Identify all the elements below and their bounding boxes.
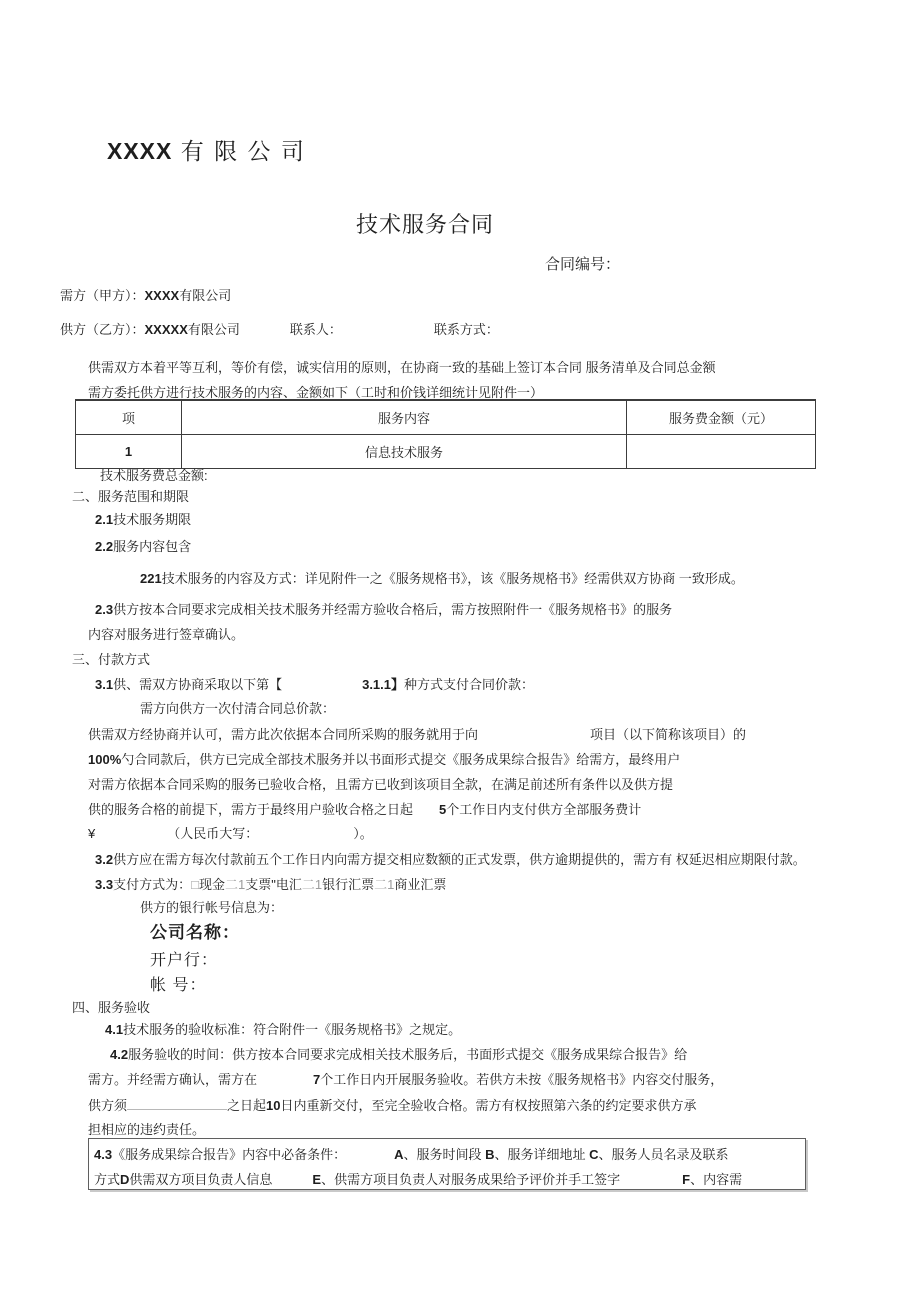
pay-once-line: 需方向供方一次付清合同总价款：	[140, 701, 336, 716]
party-a-suffix: 有限公司	[179, 288, 232, 303]
clause-4-2-line-3-pre: 供方须	[88, 1098, 128, 1113]
requirement-a-text: 、服务时间段	[403, 1147, 486, 1162]
clause-2-2-text: 服务内容包含	[113, 539, 192, 554]
table-header-content: 服务内容	[182, 400, 627, 435]
requirement-e-letter: E	[312, 1172, 322, 1187]
clause-4-2-line-2-post: 个工作日内开展服务验收。若供方未按《服务规格书》内容交付服务，	[320, 1072, 724, 1087]
payment-paragraph-2-text: 勺合同款后，供方已完成全部技术服务并以书面形式提交《服务成果综合报告》给需方，最终用户	[121, 752, 681, 767]
contact-method-label: 联系方式：	[433, 322, 499, 337]
payment-paragraph-4	[88, 802, 641, 818]
clause-3-1	[95, 677, 534, 693]
clause-3-3	[95, 877, 446, 893]
payment-option-cash: 现金	[198, 877, 225, 892]
payment-paragraph-1-pre: 供需双方经协商并认可，需方此次依据本合同所采购的服务就用于向	[88, 727, 479, 742]
payment-paragraph-3: 对需方依据本合同采购的服务已验收合格，且需方已收到该项目全款，在满足前述所有条件以及供方提	[88, 777, 674, 792]
payment-method-label: 支付方式为：	[113, 877, 192, 892]
table-cell-fee	[627, 435, 816, 469]
party-b-label: 供方（乙方）：	[60, 322, 145, 337]
clause-4-2-number: 4.2	[110, 1047, 129, 1062]
clause-2-3-text: 供方按本合同要求完成相关技术服务并经需方验收合格后，需方按照附件一《服务规格书》的服务	[113, 602, 673, 617]
clause-4-2-line-3-mid: 之日起	[227, 1098, 267, 1113]
currency-symbol: ¥	[88, 826, 96, 841]
document-title: 技术服务合同	[356, 212, 495, 237]
party-a-line	[60, 288, 231, 304]
party-b-line	[60, 322, 499, 338]
clause-3-1-pre: 供、需双方协商采取以下第【	[113, 677, 283, 692]
payment-option-wire: 电汇	[275, 877, 302, 892]
section-2-heading: 二、服务范围和期限	[72, 489, 190, 504]
requirement-b-letter: B	[485, 1147, 495, 1162]
party-b-name: XXXXX	[144, 322, 188, 337]
clause-4-3-line-2-pre: 方式	[94, 1172, 121, 1187]
clause-3-3-number: 3.3	[95, 877, 114, 892]
clause-2-2-1-text: 技术服务的内容及方式：详见附件一之《服务规格书》，该《服务规格书》经需供双方协商 一致形成。	[161, 571, 744, 586]
payment-percent: 100%	[88, 752, 122, 767]
service-table	[75, 399, 816, 469]
intro-paragraph-1: 供需双方本着平等互利，等价有偿，诚实信用的原则，在协商一致的基础上签订本合同 服务清单及合同总金额	[88, 360, 716, 375]
requirement-c-text: 、服务人员名录及联系	[598, 1147, 729, 1162]
clause-2-2-number: 2.2	[95, 539, 114, 554]
company-name-x: XXXX	[107, 138, 173, 164]
payment-paragraph-2	[88, 752, 680, 768]
checkbox-sep-1: 二1	[224, 877, 246, 892]
clause-2-1-number: 2.1	[95, 512, 114, 527]
clause-2-3-number: 2.3	[95, 602, 114, 617]
clause-4-2-line-2	[88, 1072, 723, 1088]
redelivery-days-number: 10	[266, 1098, 281, 1113]
acceptance-days-number: 7	[313, 1072, 321, 1087]
company-name-rest: 有 限 公 司	[172, 138, 306, 164]
clause-4-3-box	[88, 1138, 806, 1190]
clause-4-2	[110, 1047, 687, 1063]
clause-2-1	[95, 512, 191, 528]
clause-4-2-line-2-pre: 需方。并经需方确认，需方在	[88, 1072, 258, 1087]
fill-in-blank-underline	[127, 1097, 227, 1110]
clause-3-2-text: 供方应在需方每次付款前五个工作日内向需方提交相应数额的正式发票，供方逾期提供的，需方有 权延迟相应期限付款。	[113, 852, 806, 867]
clause-3-2	[95, 852, 806, 868]
service-fee-total-label: 技术服务费总金额:	[100, 468, 208, 483]
clause-4-3-number: 4.3	[94, 1147, 113, 1162]
clause-3-1-number: 3.1	[95, 677, 114, 692]
bank-info-intro: 供方的银行帐号信息为：	[140, 900, 284, 915]
requirement-c-letter: C	[589, 1147, 599, 1162]
requirement-a-letter: A	[394, 1147, 404, 1162]
contact-label: 联系人：	[289, 322, 342, 337]
company-name	[107, 137, 306, 166]
payment-paragraph-1-post: 项目（以下简称该项目）的	[590, 727, 747, 742]
table-row	[76, 435, 816, 469]
contract-number-label: 合同编号：	[545, 256, 621, 273]
bank-account-label: 帐 号：	[150, 977, 207, 994]
payment-option-cheque: 支票"	[245, 877, 276, 892]
requirement-d-text: 供需双方项目负责人信息	[129, 1172, 273, 1187]
intro-paragraph-2: 需方委托供方进行技术服务的内容、金额如下（工时和价钱详细统计见附件一）	[88, 385, 544, 400]
table-cell-item-no: 1	[76, 435, 182, 469]
clause-4-3-line-2	[94, 1173, 742, 1186]
clause-2-3	[95, 602, 672, 618]
section-3-heading: 三、付款方式	[72, 652, 151, 667]
clause-4-1	[105, 1022, 461, 1038]
bank-company-name-label: 公司名称：	[150, 923, 240, 942]
clause-4-2-text: 服务验收的时间：供方按本合同要求完成相关技术服务后，书面形式提交《服务成果综合报告》给	[128, 1047, 688, 1062]
clause-3-1-ref: 3.1.1】	[362, 677, 405, 692]
section-4-heading: 四、服务验收	[72, 1000, 151, 1015]
payment-paragraph-4-pre: 供的服务合格的前提下，需方于最终用户验收合格之日起	[88, 802, 414, 817]
requirement-f-text: 、内容需	[690, 1172, 743, 1187]
clause-3-2-number: 3.2	[95, 852, 114, 867]
clause-2-2-1-number: 221	[140, 571, 162, 586]
table-cell-service-content: 信息技术服务	[182, 435, 627, 469]
requirement-d-letter: D	[120, 1172, 130, 1187]
clause-2-2	[95, 539, 191, 555]
clause-4-2-line-3	[88, 1097, 697, 1114]
table-header-item: 项	[76, 400, 182, 435]
payment-option-bank-draft: 银行汇票	[322, 877, 375, 892]
clause-2-2-1	[140, 571, 744, 587]
party-a-label: 需方（甲方）：	[60, 288, 145, 303]
clause-2-1-text: 技术服务期限	[113, 512, 192, 527]
clause-4-3-label: 《服务成果综合报告》内容中必备条件：	[112, 1147, 347, 1162]
table-header-fee: 服务费金额（元）	[627, 400, 816, 435]
requirement-b-text: 、服务详细地址	[494, 1147, 590, 1162]
clause-4-1-text: 技术服务的验收标准：符合附件一《服务规格书》之规定。	[123, 1022, 462, 1037]
amount-line	[88, 826, 373, 842]
party-b-suffix: 有限公司	[187, 322, 240, 337]
amount-line-close: ）。	[353, 826, 373, 841]
clause-3-1-post: 种方式支付合同价款：	[404, 677, 535, 692]
party-a-name: XXXX	[144, 288, 180, 303]
payment-paragraph-1	[88, 727, 746, 743]
payment-option-commercial-draft: 商业汇票	[394, 877, 447, 892]
amount-in-words-label: （人民币大写：	[167, 826, 259, 841]
requirement-f-letter: F	[682, 1172, 691, 1187]
requirement-e-text: 、供需方项目负责人对服务成果给予评价并手工签字	[321, 1172, 621, 1187]
clause-4-2-line-4: 担相应的违约责任。	[88, 1122, 206, 1137]
checkbox-icon: □	[191, 877, 199, 892]
clause-4-1-number: 4.1	[105, 1022, 124, 1037]
clause-4-2-line-3-post: 日内重新交付，至完全验收合格。需方有权按照第六条的约定要求供方承	[280, 1098, 697, 1113]
payment-days-number: 5	[439, 802, 447, 817]
clause-2-3-continued: 内容对服务进行签章确认。	[88, 627, 245, 642]
service-table-header-row	[76, 400, 816, 435]
payment-paragraph-4-post: 个工作日内支付供方全部服务费计	[446, 802, 642, 817]
bank-branch-label: 开户行：	[150, 952, 219, 969]
clause-4-3-line-1	[94, 1148, 729, 1161]
checkbox-sep-3: 二1	[374, 877, 395, 892]
checkbox-sep-2: 二1	[301, 877, 323, 892]
